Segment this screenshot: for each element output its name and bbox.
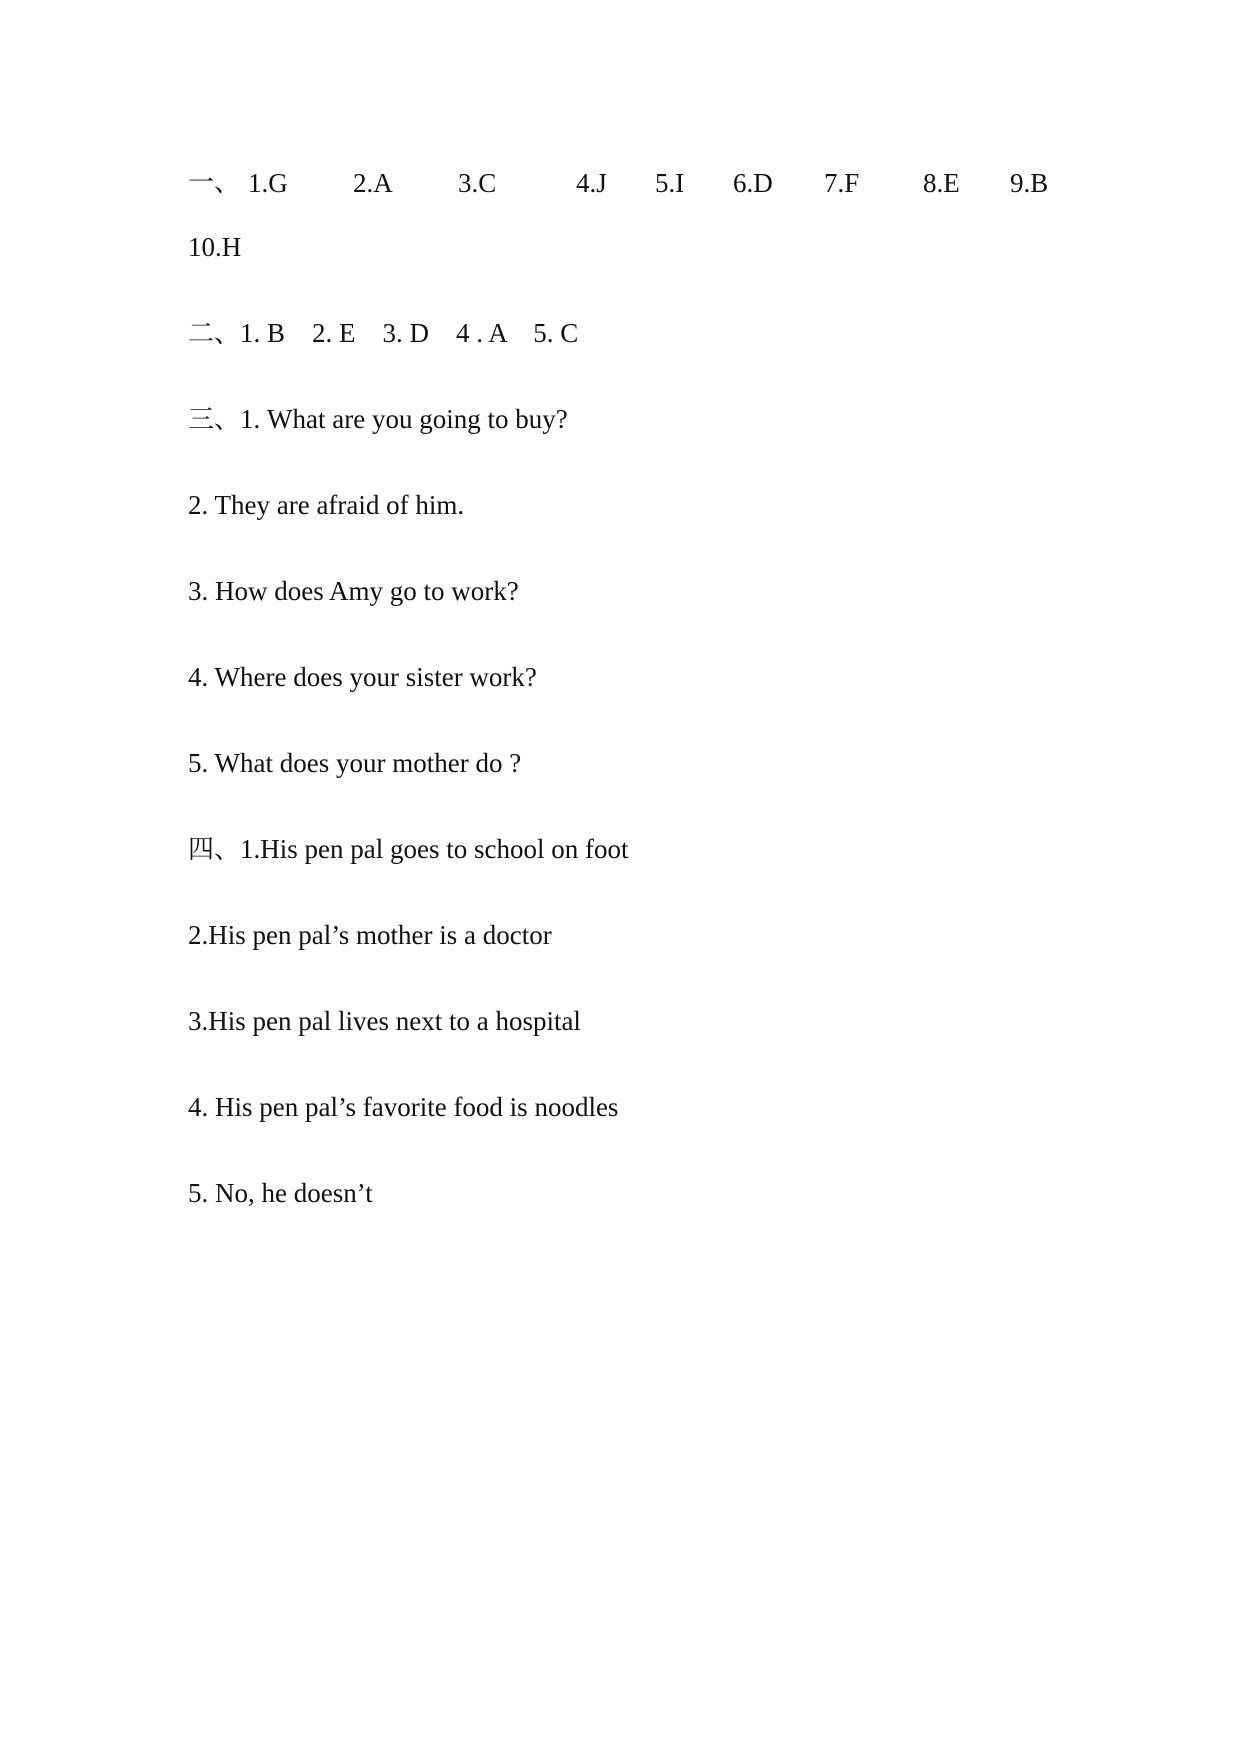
- section4-line-2: 2.His pen pal’s mother is a doctor: [188, 920, 552, 950]
- section3-line-3: 3. How does Amy go to work?: [188, 576, 519, 606]
- section3-first: 1. What are you going to buy?: [240, 404, 568, 434]
- answer-item: 3.C: [458, 168, 497, 198]
- answer-item: 7.F: [824, 168, 860, 198]
- answer-item: 2.A: [353, 168, 393, 198]
- section3-line-2: 2. They are afraid of him.: [188, 490, 465, 520]
- answer-item: 5.I: [655, 168, 685, 198]
- section4-marker: 四、: [188, 835, 241, 865]
- answer-item: 1.G: [248, 168, 288, 198]
- section4-line-5: 5. No, he doesn’t: [188, 1178, 373, 1208]
- section4-first: 1.His pen pal goes to school on foot: [240, 834, 629, 864]
- section2-marker: 二、: [188, 319, 241, 349]
- answer-item: 4.J: [576, 168, 607, 198]
- section4-line-1: [188, 833, 628, 866]
- section1-marker: 一、: [188, 168, 241, 198]
- section2-text: 1. B 2. E 3. D 4 . A 5. C: [240, 318, 579, 348]
- answer-item: 6.D: [733, 168, 773, 198]
- section1-continuation: 10.H: [188, 232, 242, 262]
- answer-item: 9.B: [1010, 168, 1049, 198]
- section2-answers: [188, 317, 578, 350]
- answer-item: 8.E: [923, 168, 960, 198]
- section4-line-3: 3.His pen pal lives next to a hospital: [188, 1006, 581, 1036]
- section3-marker: 三、: [188, 405, 241, 435]
- section4-line-4: 4. His pen pal’s favorite food is noodles: [188, 1092, 619, 1122]
- section3-line-4: 4. Where does your sister work?: [188, 662, 537, 692]
- section1-answers: [188, 167, 1088, 199]
- section3-line-1: [188, 403, 568, 436]
- section3-line-5: 5. What does your mother do ?: [188, 748, 522, 778]
